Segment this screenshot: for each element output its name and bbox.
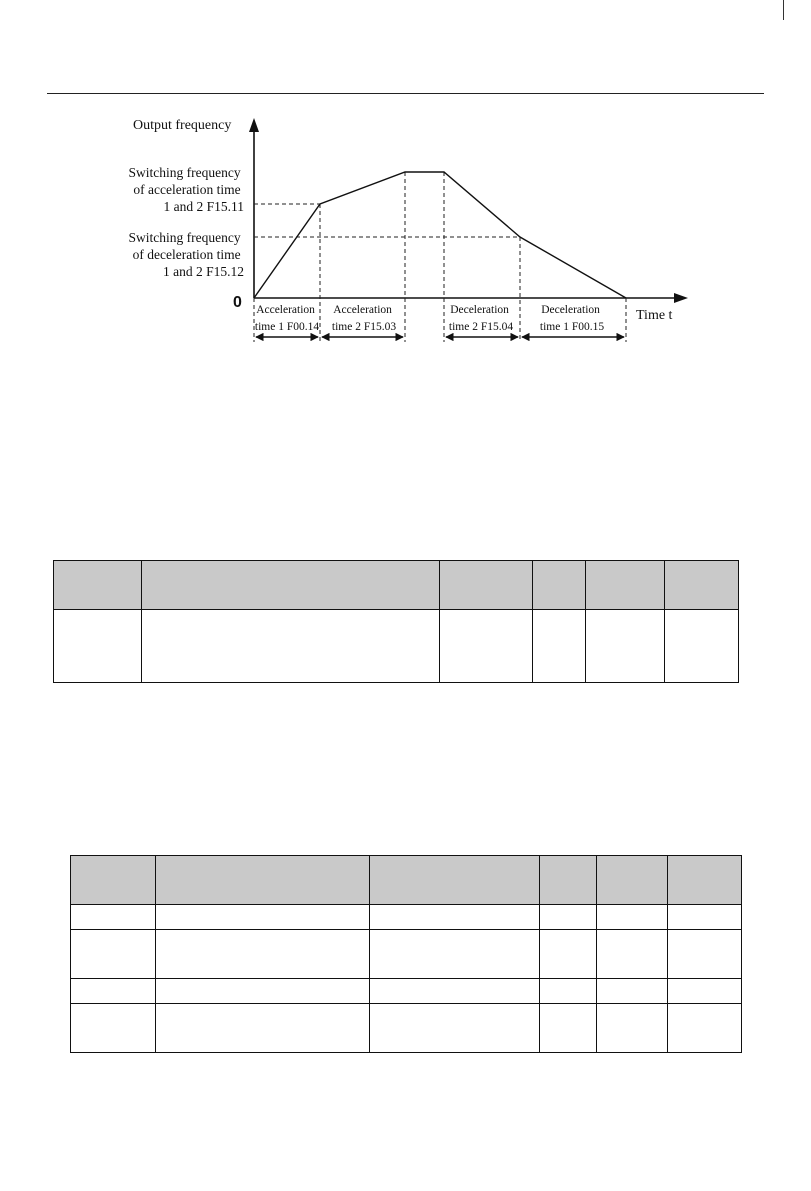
table-cell bbox=[71, 905, 156, 930]
table-cell bbox=[71, 979, 156, 1004]
header-cell bbox=[54, 561, 142, 610]
table-cell bbox=[668, 979, 742, 1004]
table-cell bbox=[540, 979, 597, 1004]
header-cell bbox=[586, 561, 665, 610]
header-cell bbox=[71, 856, 156, 905]
frequency-profile-line bbox=[254, 172, 626, 298]
table-cell bbox=[156, 979, 370, 1004]
table-cell bbox=[54, 610, 142, 683]
origin-label: 0 bbox=[233, 294, 242, 311]
table-row bbox=[71, 1004, 742, 1053]
table-cell bbox=[440, 610, 533, 683]
parameter-table-2 bbox=[70, 855, 742, 1053]
y-axis-arrow bbox=[249, 118, 259, 132]
table-cell bbox=[668, 930, 742, 979]
segment-label-3: Deceleration time 2 F15.04 bbox=[448, 304, 514, 333]
table-row bbox=[71, 905, 742, 930]
segment-label-2: Acceleration time 2 F15.03 bbox=[331, 304, 397, 333]
table-cell bbox=[370, 930, 540, 979]
decel-switch-label: Switching frequency of deceleration time 1 and 2 F15.12 bbox=[128, 230, 244, 279]
table-cell bbox=[540, 905, 597, 930]
x-axis-arrow bbox=[674, 293, 688, 303]
header-cell bbox=[540, 856, 597, 905]
header-cell bbox=[597, 856, 668, 905]
dashed-guides bbox=[254, 172, 626, 342]
header-cell bbox=[533, 561, 586, 610]
table-row bbox=[71, 979, 742, 1004]
table-cell bbox=[71, 930, 156, 979]
header-cell bbox=[370, 856, 540, 905]
table-cell bbox=[156, 930, 370, 979]
segment-label-4: Deceleration time 1 F00.15 bbox=[539, 304, 605, 333]
header-cell bbox=[156, 856, 370, 905]
y-axis-label: Output frequency bbox=[133, 118, 232, 133]
table-header-row bbox=[54, 561, 739, 610]
table-cell bbox=[370, 1004, 540, 1053]
x-axis-label: Time t bbox=[636, 308, 673, 323]
table-cell bbox=[597, 930, 668, 979]
table-cell bbox=[142, 610, 440, 683]
table-cell bbox=[370, 979, 540, 1004]
header-cell bbox=[440, 561, 533, 610]
header-cell bbox=[142, 561, 440, 610]
segment-label-1: Acceleration time 1 F00.14 bbox=[254, 304, 320, 333]
header-cell bbox=[668, 856, 742, 905]
table-row bbox=[71, 930, 742, 979]
table-cell bbox=[586, 610, 665, 683]
table-cell bbox=[540, 1004, 597, 1053]
table-cell bbox=[540, 930, 597, 979]
table-row bbox=[54, 610, 739, 683]
table-cell bbox=[668, 1004, 742, 1053]
table-cell bbox=[533, 610, 586, 683]
table-cell bbox=[156, 905, 370, 930]
accel-switch-label: Switching frequency of acceleration time 1 and 2 F15.11 bbox=[128, 165, 244, 214]
table-cell bbox=[597, 979, 668, 1004]
table-cell bbox=[597, 1004, 668, 1053]
table-cell bbox=[668, 905, 742, 930]
table-cell bbox=[71, 1004, 156, 1053]
frequency-profile-figure bbox=[0, 0, 811, 400]
parameter-table-1 bbox=[53, 560, 739, 683]
table-cell bbox=[156, 1004, 370, 1053]
header-cell bbox=[665, 561, 739, 610]
table-cell bbox=[665, 610, 739, 683]
table-header-row bbox=[71, 856, 742, 905]
table-cell bbox=[370, 905, 540, 930]
table-cell bbox=[597, 905, 668, 930]
